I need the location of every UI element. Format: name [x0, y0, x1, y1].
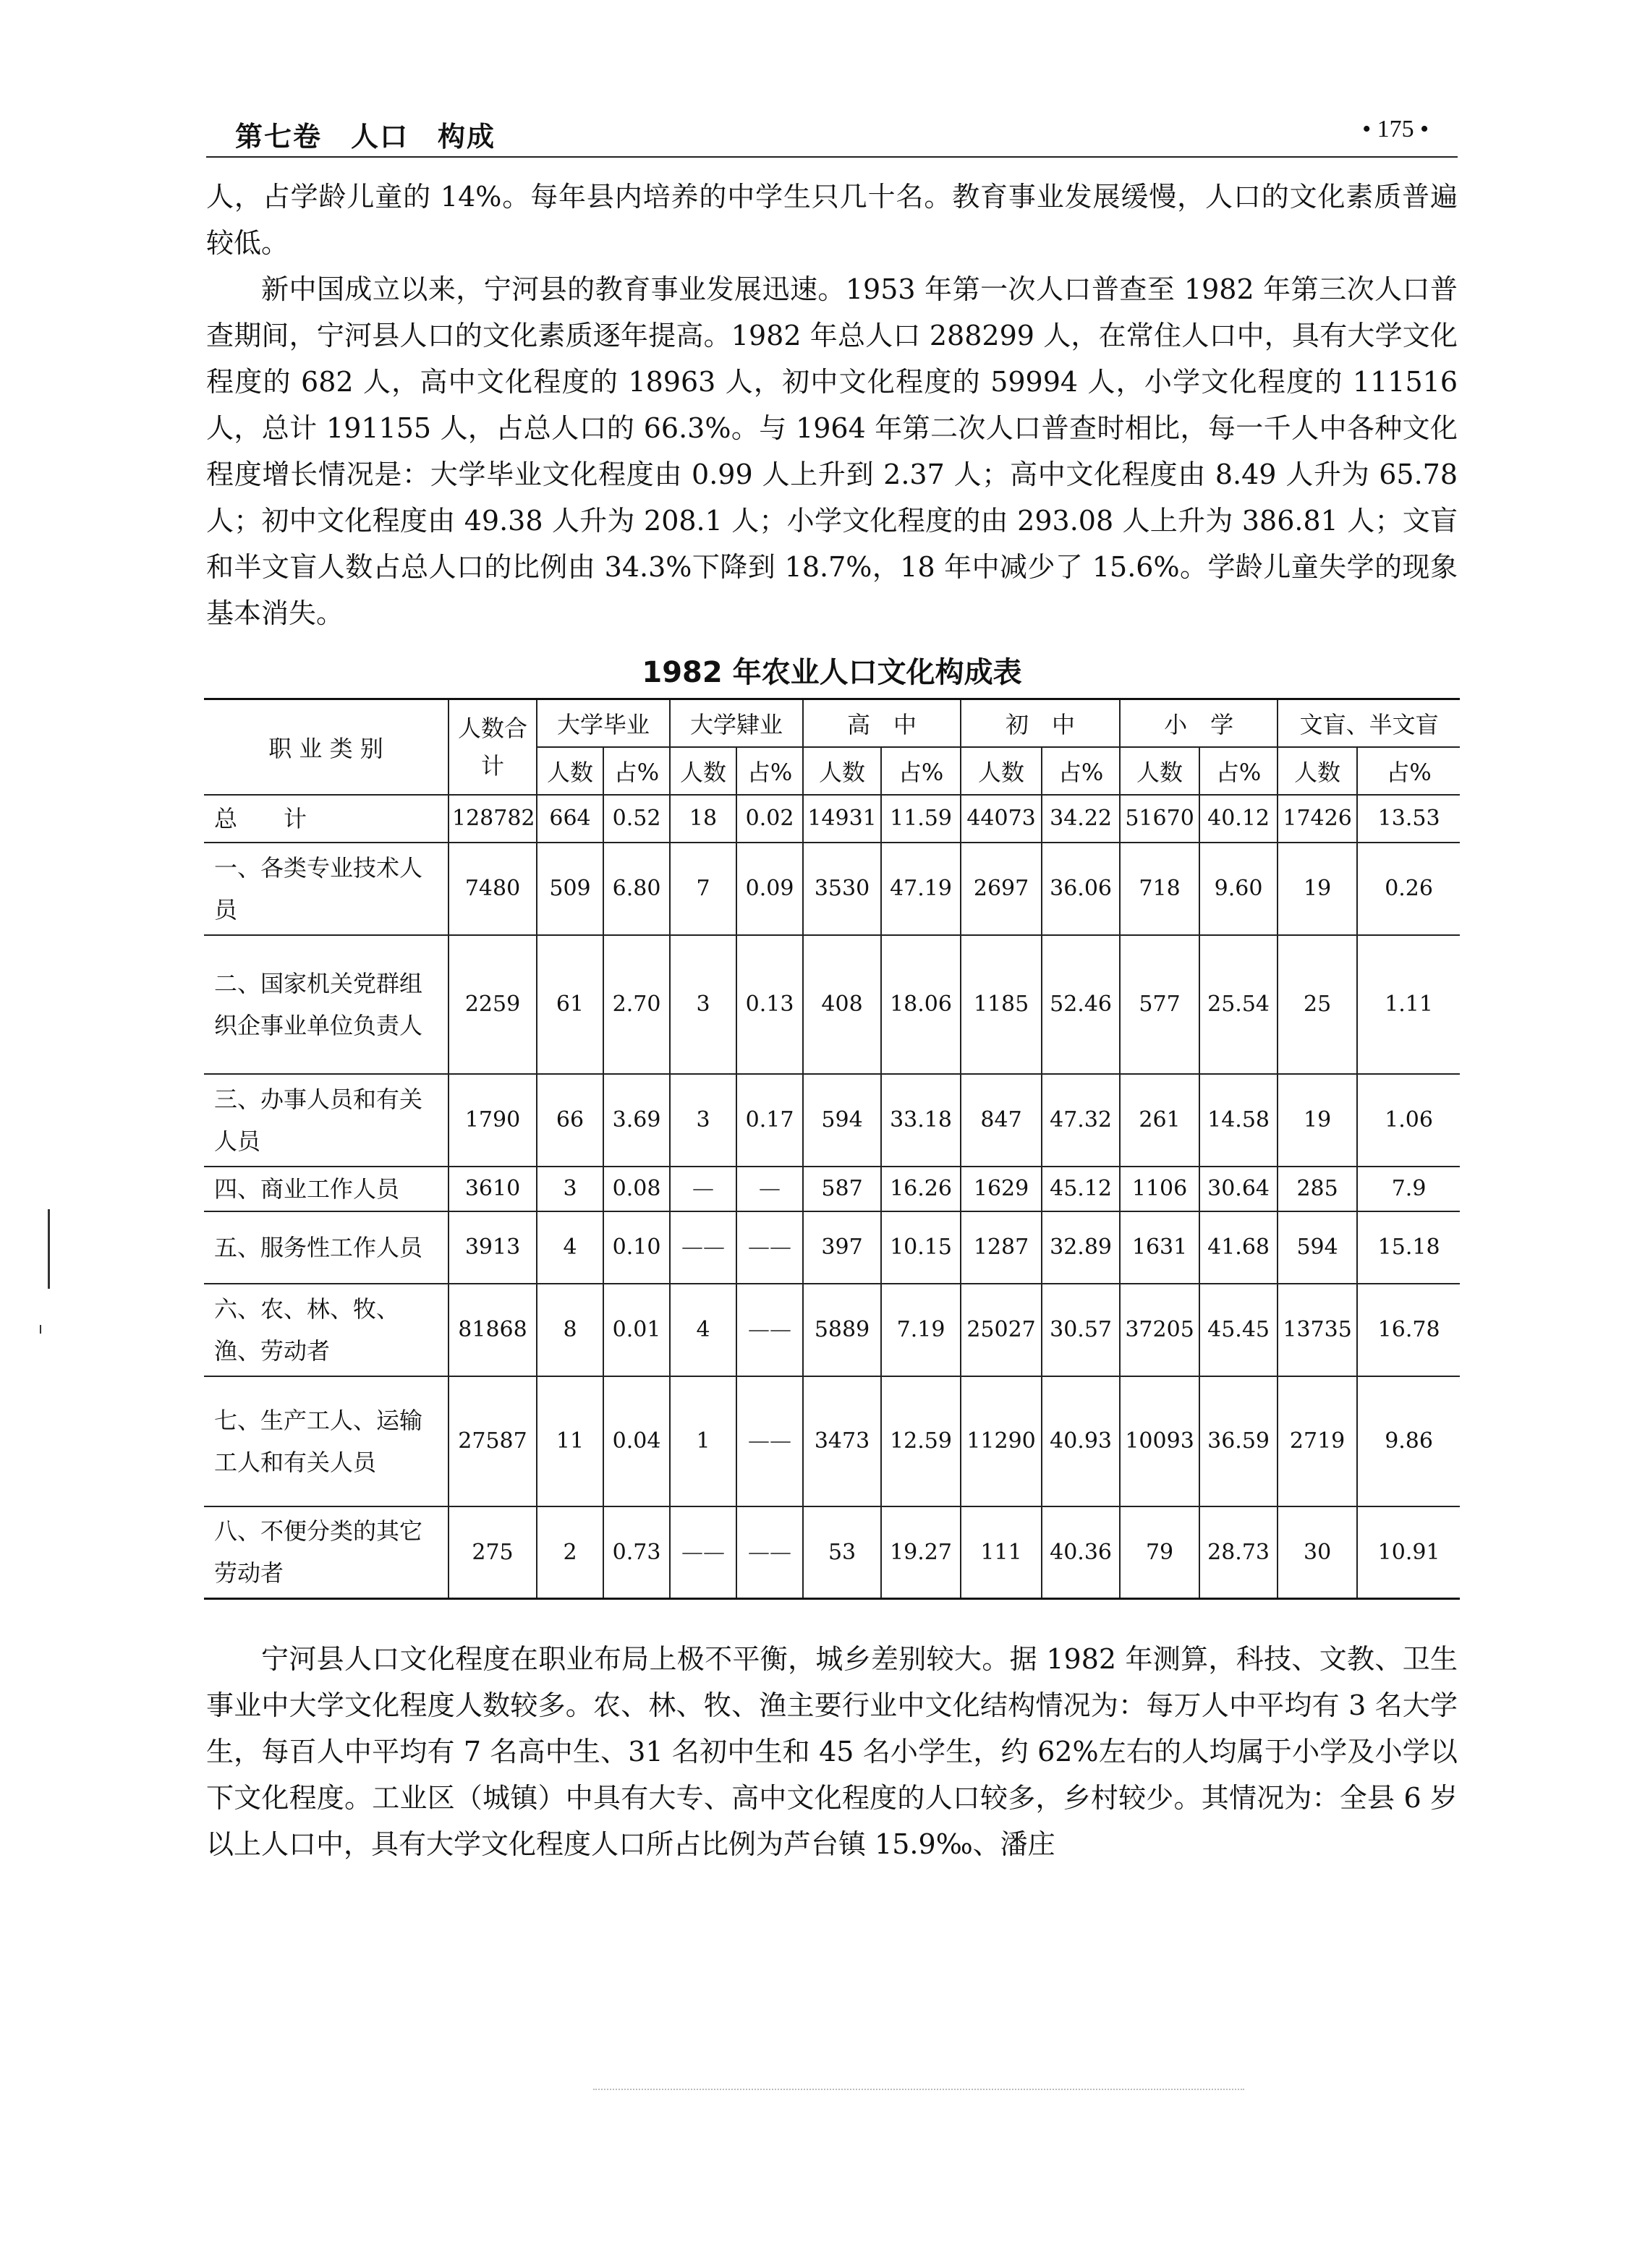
table-row — [204, 1074, 1460, 1167]
table-body — [204, 795, 1460, 1599]
cell-count: 11 — [537, 1376, 603, 1506]
cell-count: 5889 — [803, 1284, 881, 1376]
cell-count: 19 — [1278, 843, 1357, 935]
cell-percent: 36.06 — [1042, 843, 1120, 935]
cell-percent: 6.80 — [603, 843, 670, 935]
cell-count: 53 — [803, 1506, 881, 1599]
header-group-illiterate: 文盲、半文盲 — [1278, 699, 1460, 747]
row-total: 3610 — [449, 1167, 537, 1211]
cell-count: 718 — [1120, 843, 1199, 935]
table-title: 1982 年农业人口文化构成表 — [642, 656, 1022, 689]
cell-count: 509 — [537, 843, 603, 935]
header-group-primary: 小 学 — [1120, 699, 1278, 747]
subheader-pct: 占% — [1199, 747, 1278, 795]
row-total: 1790 — [449, 1074, 537, 1167]
cell-percent: 47.19 — [881, 843, 961, 935]
cell-percent: 7.19 — [881, 1284, 961, 1376]
cell-percent: 13.53 — [1357, 795, 1460, 843]
row-category: 五、服务性工作人员 — [204, 1211, 449, 1284]
chapter-title: 第七卷 人口 构成 — [235, 121, 496, 153]
cell-percent: 0.02 — [736, 795, 803, 843]
row-category: 四、商业工作人员 — [204, 1167, 449, 1211]
cell-percent: 40.93 — [1042, 1376, 1120, 1506]
cell-count: 14931 — [803, 795, 881, 843]
cell-percent: 45.45 — [1199, 1284, 1278, 1376]
cell-count: 17426 — [1278, 795, 1357, 843]
cell-percent: 52.46 — [1042, 935, 1120, 1074]
subheader-count: 人数 — [537, 747, 603, 795]
cell-percent: 3.69 — [603, 1074, 670, 1167]
row-total: 275 — [449, 1506, 537, 1599]
cell-percent: 14.58 — [1199, 1074, 1278, 1167]
cell-percent: 1.11 — [1357, 935, 1460, 1074]
cell-percent: —— — [736, 1211, 803, 1284]
header-group-college-grad: 大学毕业 — [537, 699, 670, 747]
cell-percent: —— — [736, 1506, 803, 1599]
table-row — [204, 795, 1460, 843]
row-category: 八、不便分类的其它劳动者 — [204, 1506, 449, 1599]
header-group-college-incomplete: 大学肄业 — [670, 699, 803, 747]
cell-count: 13735 — [1278, 1284, 1357, 1376]
cell-count: 1287 — [961, 1211, 1042, 1284]
cell-count: 10093 — [1120, 1376, 1199, 1506]
cell-percent: 0.01 — [603, 1284, 670, 1376]
cell-count: 66 — [537, 1074, 603, 1167]
row-total: 128782 — [449, 795, 537, 843]
paragraph-3: 宁河县人口文化程度在职业布局上极不平衡，城乡差别较大。据 1982 年测算，科技、文教、卫生事业中大学文化程度人数较多。农、林、牧、渔主要行业中文化结构情况为：每万人中平均有 3 名大学生，每百人中平均有 7 名高中生、31 名初中生和 45 名小学生，约 62%左右的人均属于小学及小学以下文化程度。工业区（城镇）中具有大专、高中文化程度的人口较多，乡村较少。其情况为：全县 6 岁以上人口中，具有大学文化程度人口所占比例为芦台镇 15.9‰、潘庄 — [206, 1643, 1458, 1860]
table-row — [204, 1284, 1460, 1376]
cell-count: 1 — [670, 1376, 736, 1506]
cell-count: 2697 — [961, 843, 1042, 935]
cell-count: 1106 — [1120, 1167, 1199, 1211]
cell-count: 261 — [1120, 1074, 1199, 1167]
cell-count: 8 — [537, 1284, 603, 1376]
cell-percent: 0.26 — [1357, 843, 1460, 935]
cell-count: 44073 — [961, 795, 1042, 843]
cell-percent: 9.60 — [1199, 843, 1278, 935]
cell-percent: 40.36 — [1042, 1506, 1120, 1599]
cell-percent: 1.06 — [1357, 1074, 1460, 1167]
cell-percent: 0.09 — [736, 843, 803, 935]
cell-percent: 40.12 — [1199, 795, 1278, 843]
subheader-count: 人数 — [1120, 747, 1199, 795]
cell-percent: 15.18 — [1357, 1211, 1460, 1284]
cell-count: 18 — [670, 795, 736, 843]
paragraph-2: 新中国成立以来，宁河县的教育事业发展迅速。1953 年第一次人口普查至 1982 年第三次人口普查期间，宁河县人口的文化素质逐年提高。1982 年总人口 288299 人，在常住人口中，具有大学文化程度的 682 人，高中文化程度的 18963 人，初中文化程度的 59994 人，小学文化程度的 111516 人，总计 191155 人，占总人口的 66.3%。与 1964 年第二次人口普查时相比，每一千人中各种文化程度增长情况是：大学毕业文化程度由 0.99 人上升到 2.37 人；高中文化程度由 8.49 人升为 65.78 人；初中文化程度由 49.38 人升为 208.1 人；小学文化程度的由 293.08 人上升为 386.81 人；文盲和半文盲人数占总人口的比例由 34.3%下降到 18.7%，18 年中减少了 15.6%。学龄儿童失学的现象基本消失。 — [206, 273, 1458, 629]
cell-count: 3 — [537, 1167, 603, 1211]
row-category: 三、办事人员和有关人员 — [204, 1074, 449, 1167]
cell-percent: 45.12 — [1042, 1167, 1120, 1211]
cell-percent: 0.04 — [603, 1376, 670, 1506]
row-category: 总 计 — [204, 795, 449, 843]
table-row — [204, 935, 1460, 1074]
table-row — [204, 1376, 1460, 1506]
cell-count: 1185 — [961, 935, 1042, 1074]
table-row — [204, 1506, 1460, 1599]
subheader-pct: 占% — [736, 747, 803, 795]
cell-count: 111 — [961, 1506, 1042, 1599]
cell-percent: 16.78 — [1357, 1284, 1460, 1376]
cell-count: 3530 — [803, 843, 881, 935]
cell-percent: 33.18 — [881, 1074, 961, 1167]
header-group-middle-school: 初 中 — [961, 699, 1120, 747]
cell-percent: 30.57 — [1042, 1284, 1120, 1376]
subheader-pct: 占% — [603, 747, 670, 795]
cell-count: 1631 — [1120, 1211, 1199, 1284]
row-category: 一、各类专业技术人员 — [204, 843, 449, 935]
row-category: 六、农、林、牧、渔、劳动者 — [204, 1284, 449, 1376]
education-table — [204, 698, 1460, 1600]
subheader-pct: 占% — [881, 747, 961, 795]
subheader-count: 人数 — [803, 747, 881, 795]
page-number: • 175 • — [1362, 116, 1429, 142]
row-category: 二、国家机关党群组织企事业单位负责人 — [204, 935, 449, 1074]
cell-percent: 0.73 — [603, 1506, 670, 1599]
cell-percent: 36.59 — [1199, 1376, 1278, 1506]
table-row — [204, 1167, 1460, 1211]
cell-count: 19 — [1278, 1074, 1357, 1167]
cell-count: 408 — [803, 935, 881, 1074]
cell-count: 61 — [537, 935, 603, 1074]
cell-percent: 11.59 — [881, 795, 961, 843]
cell-count: 4 — [670, 1284, 736, 1376]
cell-count: 3 — [670, 1074, 736, 1167]
cell-count: 11290 — [961, 1376, 1042, 1506]
cell-percent: 30.64 — [1199, 1167, 1278, 1211]
cell-count: 664 — [537, 795, 603, 843]
cell-count: 397 — [803, 1211, 881, 1284]
cell-percent: 18.06 — [881, 935, 961, 1074]
cell-count: 25027 — [961, 1284, 1042, 1376]
cell-count: 1629 — [961, 1167, 1042, 1211]
row-total: 27587 — [449, 1376, 537, 1506]
header-group-high-school: 高 中 — [803, 699, 961, 747]
cell-count: 285 — [1278, 1167, 1357, 1211]
cell-count: —— — [670, 1211, 736, 1284]
cell-count: 587 — [803, 1167, 881, 1211]
subheader-count: 人数 — [1278, 747, 1357, 795]
cell-percent: 0.52 — [603, 795, 670, 843]
subheader-pct: 占% — [1357, 747, 1460, 795]
page-header — [206, 108, 1458, 158]
cell-count: 51670 — [1120, 795, 1199, 843]
cell-count: 847 — [961, 1074, 1042, 1167]
cell-count: 3473 — [803, 1376, 881, 1506]
cell-percent: — — [736, 1167, 803, 1211]
cell-percent: —— — [736, 1376, 803, 1506]
cell-percent: 0.13 — [736, 935, 803, 1074]
cell-percent: 10.15 — [881, 1211, 961, 1284]
cell-count: 25 — [1278, 935, 1357, 1074]
scan-margin-mark — [40, 1325, 41, 1334]
row-total: 2259 — [449, 935, 537, 1074]
row-total: 3913 — [449, 1211, 537, 1284]
cell-count: 2 — [537, 1506, 603, 1599]
cell-percent: 41.68 — [1199, 1211, 1278, 1284]
cell-percent: 12.59 — [881, 1376, 961, 1506]
scan-margin-mark — [48, 1209, 50, 1289]
cell-count: 30 — [1278, 1506, 1357, 1599]
cell-count: — — [670, 1167, 736, 1211]
cell-percent: 47.32 — [1042, 1074, 1120, 1167]
cell-percent: 16.26 — [881, 1167, 961, 1211]
cell-count: 594 — [803, 1074, 881, 1167]
scan-noise-line — [593, 2089, 1244, 2092]
cell-percent: 34.22 — [1042, 795, 1120, 843]
cell-count: 7 — [670, 843, 736, 935]
cell-percent: 0.08 — [603, 1167, 670, 1211]
cell-percent: 7.9 — [1357, 1167, 1460, 1211]
row-total: 81868 — [449, 1284, 537, 1376]
subheader-pct: 占% — [1042, 747, 1120, 795]
cell-percent: 28.73 — [1199, 1506, 1278, 1599]
cell-count: 79 — [1120, 1506, 1199, 1599]
cell-count: 2719 — [1278, 1376, 1357, 1506]
cell-percent: 10.91 — [1357, 1506, 1460, 1599]
cell-percent: 25.54 — [1199, 935, 1278, 1074]
cell-count: —— — [670, 1506, 736, 1599]
subheader-count: 人数 — [670, 747, 736, 795]
header-total: 人数合计 — [449, 699, 537, 795]
paragraph-1: 人，占学龄儿童的 14%。每年县内培养的中学生只几十名。教育事业发展缓慢，人口的文化素质普遍较低。 — [206, 181, 1458, 259]
cell-percent: 9.86 — [1357, 1376, 1460, 1506]
row-category: 七、生产工人、运输工人和有关人员 — [204, 1376, 449, 1506]
cell-percent: 2.70 — [603, 935, 670, 1074]
table-row — [204, 1211, 1460, 1284]
cell-count: 594 — [1278, 1211, 1357, 1284]
subheader-count: 人数 — [961, 747, 1042, 795]
cell-percent: 0.17 — [736, 1074, 803, 1167]
header-category: 职 业 类 别 — [204, 699, 449, 795]
row-total: 7480 — [449, 843, 537, 935]
table-row — [204, 843, 1460, 935]
cell-count: 3 — [670, 935, 736, 1074]
cell-count: 37205 — [1120, 1284, 1199, 1376]
cell-percent: 32.89 — [1042, 1211, 1120, 1284]
cell-percent: 19.27 — [881, 1506, 961, 1599]
cell-percent: —— — [736, 1284, 803, 1376]
cell-count: 577 — [1120, 935, 1199, 1074]
cell-percent: 0.10 — [603, 1211, 670, 1284]
cell-count: 4 — [537, 1211, 603, 1284]
